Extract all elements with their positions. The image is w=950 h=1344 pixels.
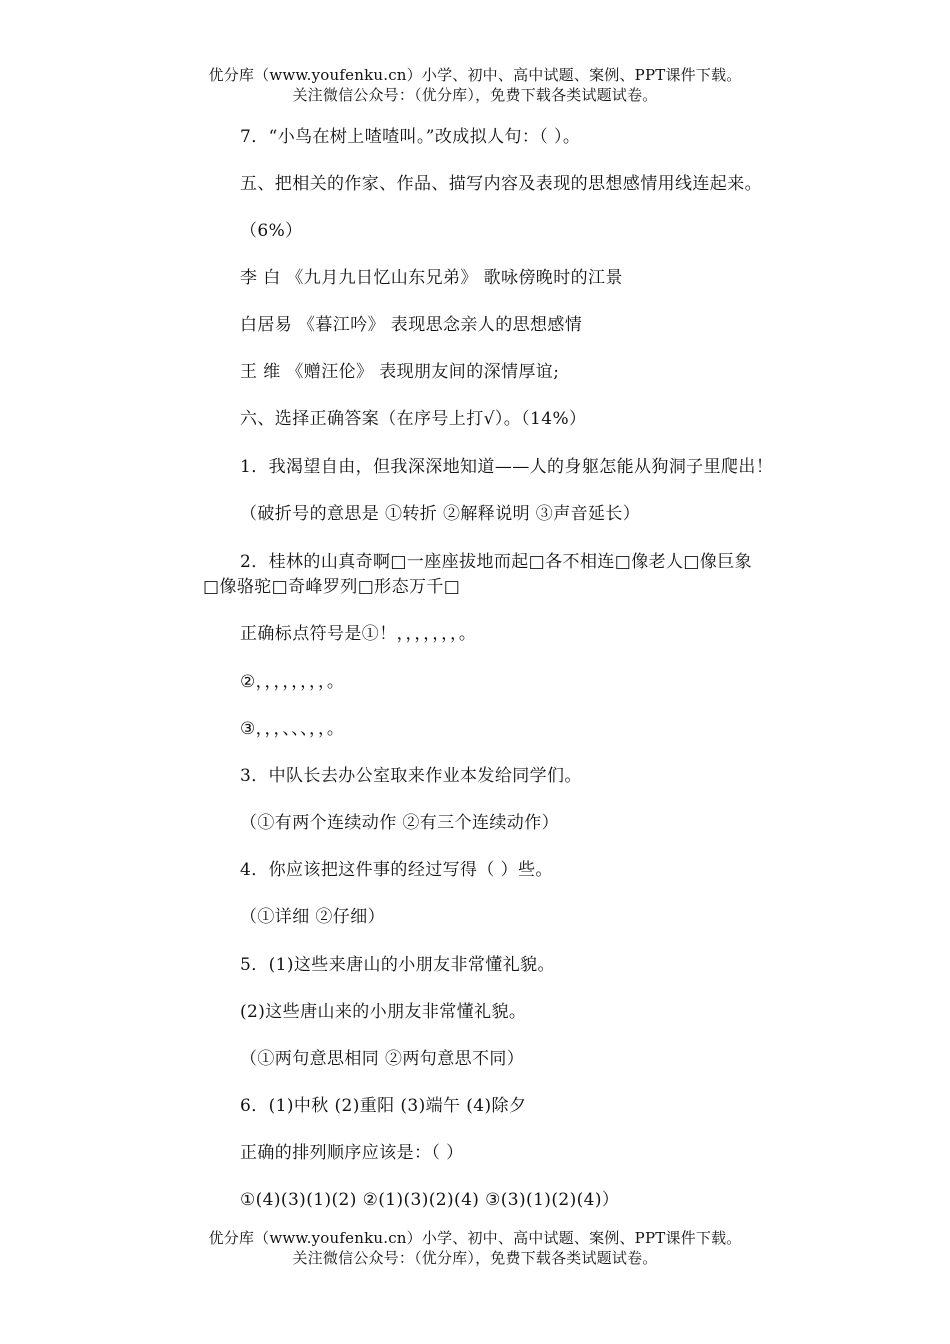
- section-6-heading: 六、选择正确答案（在序号上打√）。（14%）: [240, 409, 587, 429]
- question-2-option-2: ②，，，，，，，，。: [240, 672, 345, 692]
- question-2-sentence: 2．桂林的山真奇啊□一座座拔地而起□各不相连□像老人□像巨象: [240, 552, 753, 572]
- question-5-sentence-2: (2)这些唐山来的小朋友非常懂礼貌。: [240, 1002, 527, 1022]
- question-2-option-3: ③，，，、、、，，。: [240, 719, 345, 739]
- footer-line-1: 优分库（www.youfenku.cn）小学、初中、高中试题、案例、PPT课件下载。: [208, 1229, 742, 1247]
- section-5-heading: 五、把相关的作家、作品、描写内容及表现的思想感情用线连起来。: [240, 174, 762, 194]
- question-4-sentence: 4．你应该把这件事的经过写得（ ）些。: [240, 860, 553, 880]
- question-4-options: （①详细 ②仔细）: [240, 907, 386, 927]
- question-1-sentence: 1．我渴望自由，但我深深地知道——人的身躯怎能从狗洞子里爬出！: [240, 457, 774, 477]
- question-6-items: 6．(1)中秋 (2)重阳 (3)端午 (4)除夕: [240, 1096, 527, 1116]
- question-5-options: （①两句意思相同 ②两句意思不同）: [240, 1049, 525, 1069]
- question-5-sentence-1: 5．(1)这些来唐山的小朋友非常懂礼貌。: [240, 955, 555, 975]
- question-2-option-1: 正确标点符号是①！，，，，，，，。: [240, 624, 477, 644]
- question-3-options: （①有两个连续动作 ②有三个连续动作）: [240, 813, 560, 833]
- question-2-sentence-continued: □像骆驼□奇峰罗列□形态万千□: [203, 577, 461, 597]
- question-3-sentence: 3．中队长去办公室取来作业本发给同学们。: [240, 766, 582, 786]
- question-1-options: （破折号的意思是 ①转折 ②解释说明 ③声音延长）: [240, 504, 641, 524]
- header-line-1: 优分库（www.youfenku.cn）小学、初中、高中试题、案例、PPT课件下载。: [208, 66, 742, 84]
- matching-row-wang-wei: 王 维 《赠汪伦》 表现朋友间的深情厚谊;: [240, 362, 560, 382]
- matching-row-bai-juyi: 白居易 《暮江吟》 表现思念亲人的思想感情: [240, 315, 583, 335]
- footer-line-2: 关注微信公众号：（优分库），免费下载各类试题试卷。: [292, 1249, 658, 1267]
- matching-row-li-bai: 李 白 《九月九日忆山东兄弟》 歌咏傍晚时的江景: [240, 268, 623, 288]
- question-6-options: ①(4)(3)(1)(2) ②(1)(3)(2)(4) ③(3)(1)(2)(4)）: [240, 1190, 620, 1210]
- question-7-personification: 7．“小鸟在树上喳喳叫。”改成拟人句：（ ）。: [240, 127, 581, 147]
- header-line-2: 关注微信公众号：（优分库），免费下载各类试题试卷。: [292, 86, 658, 104]
- section-5-score: （6%）: [240, 221, 303, 241]
- question-6-prompt: 正确的排列顺序应该是：（ ）: [240, 1143, 464, 1163]
